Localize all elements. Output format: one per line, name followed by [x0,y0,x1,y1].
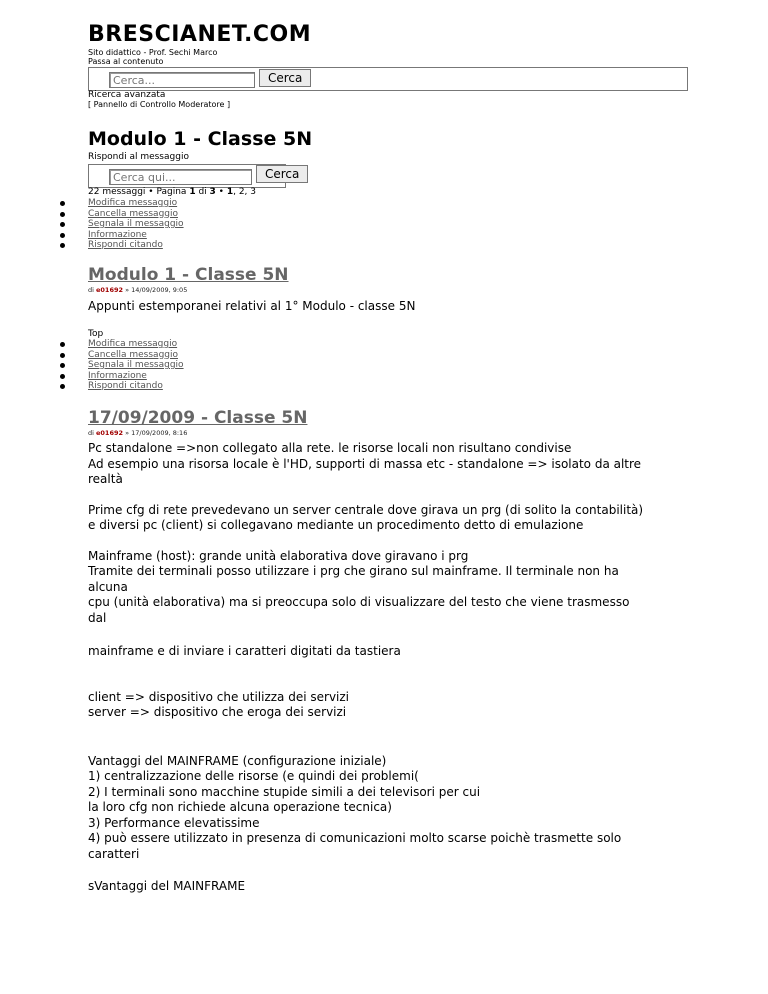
post-author-link[interactable]: e01692 [96,429,124,437]
page-2-link[interactable]: 2 [238,187,245,197]
quote-reply-link[interactable]: Rispondi citando [88,381,163,391]
post-paragraph: sVantaggi del MAINFRAME [88,879,246,893]
top-link[interactable]: Top [88,329,104,339]
topic-search-box [88,164,300,188]
info-link[interactable]: Informazione [88,229,147,240]
post-title[interactable]: Modulo 1 - Classe 5N [88,265,289,285]
skip-to-content-link[interactable]: Passa al contenuto [88,57,164,66]
info-link[interactable]: Informazione [88,370,147,381]
moderator-panel-link[interactable]: [ Pannello di Controllo Moderatore ] [88,100,231,109]
post-paragraph: Vantaggi del MAINFRAME (configurazione iniziale) 1) centralizzazione delle risorse (e quindi dei problemi( 2) I terminali sono macchine stupide simili a dei televisori per cui la loro cfg non richiede alcuna operazione tecnica) 3) Performance elevatissime 4) può essere utilizzato in presenza di comunicazioni molto scarse poichè trasmette solo caratteri [88,753,622,861]
post-date: » 17/09/2009, 8:16 [123,429,188,437]
edit-post-item [88,339,184,350]
quote-reply-link[interactable]: Rispondi citando [88,240,163,250]
topic-search-input[interactable] [109,169,252,185]
report-post-item [88,360,184,371]
pagination-of: di [195,187,210,197]
info-item [88,230,184,241]
quote-reply-item [88,240,184,251]
report-post-link[interactable]: Segnala il messaggio [88,360,184,370]
post-paragraph: Prime cfg di rete prevedevano un server centrale dove girava un prg (di solito la contabilità) e diversi pc (client) si collegavano mediante un procedimento detto di emulazione [88,502,644,532]
advanced-search-link[interactable]: Ricerca avanzata [88,90,166,100]
post-text: Appunti estemporanei relativi al 1° Modulo - classe 5N [88,299,416,313]
current-page: 1 [189,187,196,197]
message-count: 22 messaggi • Pagina [88,187,190,197]
pagination-sep: • [215,187,227,197]
report-post-link[interactable]: Segnala il messaggio [88,219,184,229]
post-body [88,299,688,315]
reply-link[interactable]: Rispondi al messaggio [88,152,189,162]
edit-post-link[interactable]: Modifica messaggio [88,339,178,349]
post-author-link[interactable]: e01692 [96,286,124,294]
delete-post-item [88,209,184,220]
site-title[interactable]: BRESCIANET.COM [88,22,312,47]
topic-search-button[interactable]: Cerca [256,165,308,183]
post-meta [88,429,187,437]
delete-post-link[interactable]: Cancella messaggio [88,208,178,219]
search-box [88,67,688,91]
delete-post-item [88,350,184,361]
edit-post-link[interactable]: Modifica messaggio [88,198,178,208]
post-by: di [88,429,96,437]
topic-title[interactable]: Modulo 1 - Classe 5N [88,128,313,150]
search-button[interactable]: Cerca [259,69,311,87]
report-post-item [88,219,184,230]
post-date: » 14/09/2009, 9:05 [123,286,188,294]
page-1: 1 [226,187,234,197]
info-item [88,371,184,382]
post-body [88,441,688,895]
post-actions [88,339,184,392]
post-title[interactable]: 17/09/2009 - Classe 5N [88,408,308,428]
page-3-link[interactable]: 3 [250,187,257,197]
post-meta [88,286,187,294]
total-pages: 3 [209,187,216,197]
post-paragraph: client => dispositivo che utilizza dei servizi server => dispositivo che eroga dei servizi [88,689,350,719]
quote-reply-item [88,381,184,392]
site-subtitle: Sito didattico - Prof. Sechi Marco [88,48,218,57]
topic-actions [88,198,184,251]
edit-post-item [88,198,184,209]
delete-post-link[interactable]: Cancella messaggio [88,349,178,360]
post-paragraph: Mainframe (host): grande unità elaborativa dove giravano i prg Tramite dei terminali posso utilizzare i prg che girano sul mainframe. Il terminale non ha alcuna cpu (unità elaborativa) ma si preoccupa solo di visualizzare del testo che viene trasmesso dal [88,548,630,625]
search-input[interactable] [109,72,255,88]
post-paragraph: mainframe e di inviare i caratteri digitati da tastiera [88,644,401,658]
post-by: di [88,286,96,294]
post-paragraph: Pc standalone =>non collegato alla rete. le risorse locali non risultano condivise Ad esempio una risorsa locale è l'HD, supporti di massa etc - standalone => isolato da altre realtà [88,441,642,486]
pagination: 22 messaggi • Pagina 1 di 3 • 1, 2, 3 [88,187,257,197]
